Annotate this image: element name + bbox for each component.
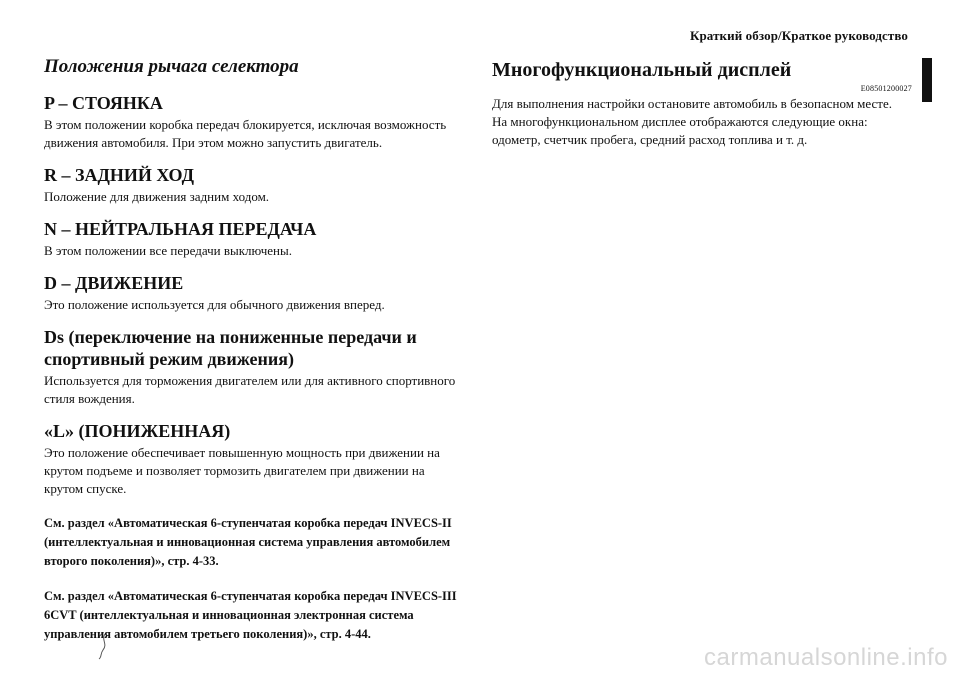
gear-p-heading: P – СТОЯНКА xyxy=(44,93,163,113)
display-section-title: Многофункциональный дисплей xyxy=(492,59,792,81)
gear-ds-heading: Ds (переключение на пониженные передачи и спортивный режим движения) xyxy=(44,327,417,369)
gear-ds-block xyxy=(44,326,462,408)
gear-r-block xyxy=(44,164,462,206)
gear-r-text: Положение для движения задним ходом. xyxy=(44,189,270,204)
right-column xyxy=(492,58,912,149)
gear-ds-text: Используется для торможения двигателем или для активного спортивного стиля вождения. xyxy=(44,373,456,406)
gear-d-block xyxy=(44,272,462,314)
gear-n-text: В этом положении все передачи выключены. xyxy=(44,243,292,258)
document-code: E08501200027 xyxy=(860,84,912,93)
watermark: carmanualsonline.info xyxy=(704,644,948,671)
display-paragraph-1: Для выполнения настройки остановите автомобиль в безопасном месте. xyxy=(492,96,892,111)
reference-1 xyxy=(44,514,462,571)
gear-l-heading: «L» (ПОНИЖЕННАЯ) xyxy=(44,421,231,441)
gear-l-block xyxy=(44,420,462,498)
gear-r-heading: R – ЗАДНИЙ ХОД xyxy=(44,165,194,185)
reference-1-text: См. раздел «Автоматическая 6-ступенчатая коробка передач INVECS-II (интеллектуальная и инновационная система управления автомобилем второго поколения)», стр. 4-33. xyxy=(44,516,452,568)
reference-2-text: См. раздел «Автоматическая 6-ступенчатая коробка передач INVECS-III 6CVT (интеллектуальная и инновационная электронная система управления автомобилем третьего поколения)», стр. 4-44. xyxy=(44,589,457,641)
page-header-title: Краткий обзор/Краткое руководство xyxy=(689,28,908,43)
gear-d-text: Это положение используется для обычного движения вперед. xyxy=(44,297,385,312)
left-column xyxy=(44,56,462,644)
gear-d-heading: D – ДВИЖЕНИЕ xyxy=(44,273,184,293)
gear-l-text: Это положение обеспечивает повышенную мощность при движении на крутом подъеме и позволяет тормозить двигателем при движении на крутом спуске. xyxy=(44,445,440,496)
gear-n-block xyxy=(44,218,462,260)
gear-n-heading: N – НЕЙТРАЛЬНАЯ ПЕРЕДАЧА xyxy=(44,219,317,239)
pen-mark-icon xyxy=(96,632,110,660)
display-paragraph-2: На многофункциональном дисплее отображаются следующие окна: одометр, счетчик пробега, средний расход топлива и т. д. xyxy=(492,114,868,147)
gear-p-block xyxy=(44,92,462,152)
section-title: Положения рычага селектора xyxy=(44,56,299,77)
section-edge-marker xyxy=(922,58,932,102)
gear-p-text: В этом положении коробка передач блокируется, исключая возможность движения автомобиля. При этом можно запустить двигатель. xyxy=(44,117,447,150)
